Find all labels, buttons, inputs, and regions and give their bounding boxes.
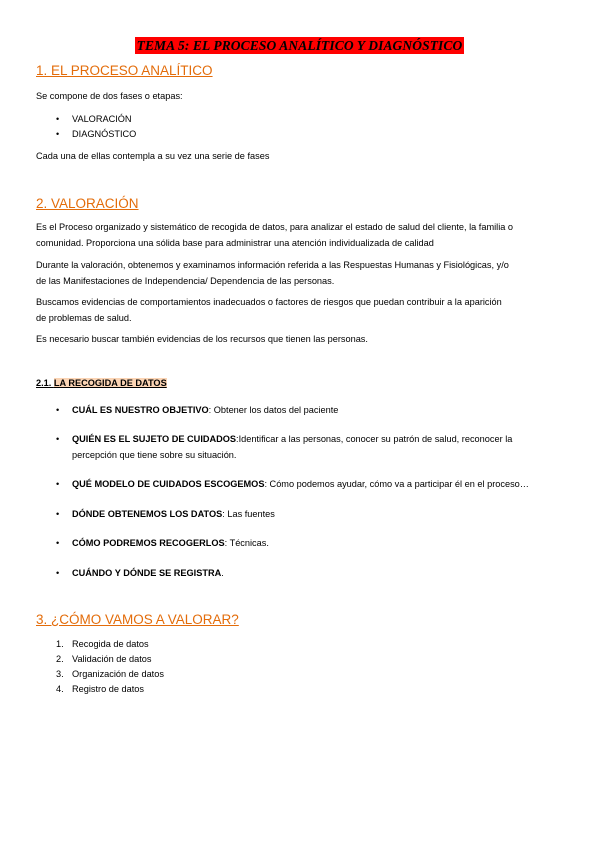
- item-text: percepción que tiene sobre su situación.: [72, 450, 237, 460]
- section2-paragraph-3: [36, 294, 566, 326]
- section2-paragraph-4: Es necesario buscar también evidencias de los recursos que tienen las personas.: [36, 334, 368, 344]
- list-number: 3.: [56, 669, 64, 679]
- list-item: [56, 506, 582, 522]
- list-item: [56, 476, 582, 492]
- paragraph-line: Es el Proceso organizado y sistemático de recogida de datos, para analizar el estado de salud del cliente, la familia o: [36, 222, 514, 232]
- item-text: Organización de datos: [72, 669, 164, 679]
- list-item: [56, 682, 164, 697]
- item-text: Registro de datos: [72, 684, 145, 694]
- bullet-icon: •: [56, 568, 60, 578]
- title-text: TEMA 5: EL PROCESO ANALÍTICO Y DIAGNÓSTICO: [136, 38, 463, 53]
- bullet-icon: •: [56, 509, 60, 519]
- list-number: 1.: [56, 639, 64, 649]
- bullet-icon: •: [56, 405, 60, 415]
- item-text: : Obtener los datos del paciente: [208, 405, 339, 415]
- item-label: CUÁL ES NUESTRO OBJETIVO: [72, 405, 209, 415]
- section2-paragraph-2: [36, 257, 566, 289]
- item-text: :Identificar a las personas, conocer su patrón de salud, reconocer la: [236, 434, 513, 444]
- list-item: [56, 652, 164, 667]
- section1-heading: 1. EL PROCESO ANALÍTICO: [36, 63, 213, 78]
- item-label: QUIÉN ES EL SUJETO DE CUIDADOS: [72, 434, 237, 444]
- paragraph-line: Durante la valoración, obtenemos y examinamos información referida a las Respuestas Humanas y Fisiológicas, y/o: [36, 260, 509, 270]
- list-item: • DIAGNÓSTICO: [56, 127, 136, 142]
- bullet-icon: •: [56, 434, 60, 444]
- list-item: [56, 565, 582, 581]
- subsection-heading: [36, 378, 167, 388]
- item-label: CÓMO PODREMOS RECOGERLOS: [72, 538, 225, 548]
- item-label: DÓNDE OBTENEMOS LOS DATOS: [72, 509, 223, 519]
- item-text: Recogida de datos: [72, 639, 149, 649]
- item-text: : Las fuentes: [222, 509, 275, 519]
- list-item: [56, 402, 582, 418]
- paragraph-line: comunidad. Proporciona una sólida base para administrar una atención individualizada de calidad: [36, 238, 434, 248]
- section1-bullet-list: [56, 112, 136, 142]
- section1-outro: Cada una de ellas contempla a su vez una serie de fases: [36, 151, 270, 161]
- section2-paragraph-1: [36, 219, 566, 251]
- list-item: [56, 535, 582, 551]
- item-label: QUÉ MODELO DE CUIDADOS ESCOGEMOS: [72, 479, 265, 489]
- section2-heading: 2. VALORACIÓN: [36, 196, 139, 211]
- item-text: .: [221, 568, 224, 578]
- paragraph-line: de las Manifestaciones de Independencia/ Dependencia de las personas.: [36, 276, 335, 286]
- list-item: [56, 431, 582, 463]
- paragraph-line: de problemas de salud.: [36, 313, 132, 323]
- paragraph-line: Buscamos evidencias de comportamientos inadecuados o factores de riesgos que puedan contribuir a la aparición: [36, 297, 502, 307]
- subsection-label: LA RECOGIDA DE DATOS: [53, 378, 167, 388]
- list-number: 2.: [56, 654, 64, 664]
- bullet-icon: •: [56, 479, 60, 489]
- item-text: : Técnicas.: [224, 538, 269, 548]
- item-label: CUÁNDO Y DÓNDE SE REGISTRA: [72, 568, 222, 578]
- item-text: Validación de datos: [72, 654, 152, 664]
- section3-ordered-list: [56, 637, 164, 697]
- list-item: [56, 637, 164, 652]
- list-number: 4.: [56, 684, 64, 694]
- subsection-number: 2.1.: [36, 378, 54, 388]
- section1-intro: Se compone de dos fases o etapas:: [36, 91, 183, 101]
- list-item: • VALORACIÓN: [56, 112, 136, 127]
- document-title: [0, 37, 599, 55]
- list-item: [56, 667, 164, 682]
- bullet-icon: •: [56, 538, 60, 548]
- section3-heading: 3. ¿CÓMO VAMOS A VALORAR?: [36, 612, 239, 627]
- item-text: : Cómo podemos ayudar, cómo va a participar él en el proceso…: [264, 479, 529, 489]
